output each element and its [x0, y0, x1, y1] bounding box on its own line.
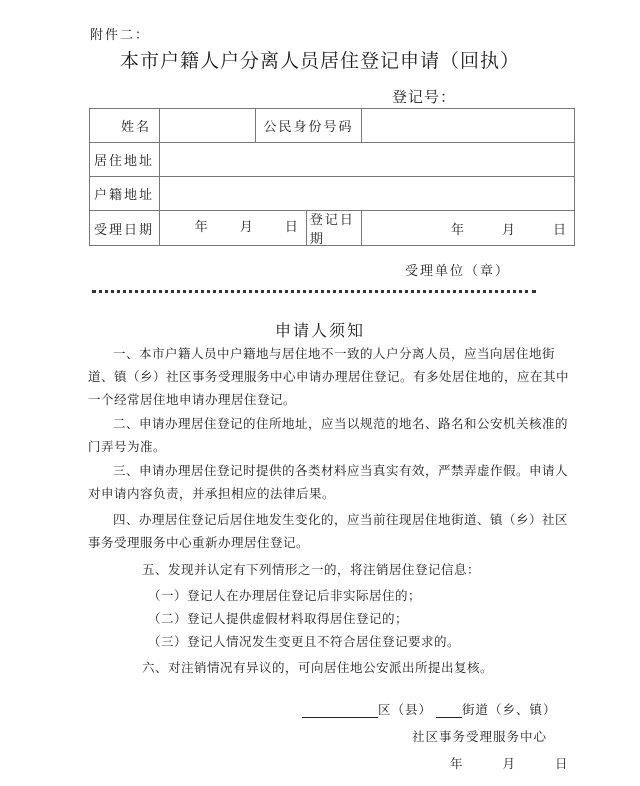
notice-item-5-1: （一）登记人在办理居住登记后非实际居住的； [148, 588, 422, 603]
footer-office-line [302, 700, 557, 718]
receipt-form-table [89, 108, 575, 246]
footer-date [450, 754, 568, 772]
name-field[interactable] [160, 109, 256, 143]
tear-line-divider [92, 290, 536, 293]
notice-item-5-2: （二）登记人提供虚假材料取得居住登记的； [148, 611, 409, 626]
footer-month: 月 [502, 756, 516, 771]
page-title: 本市户籍人户分离人员居住登记申请（回执） [119, 50, 520, 72]
id-number-field[interactable] [362, 109, 575, 143]
register-day: 日 [552, 222, 568, 238]
footer-center-label: 社区事务受理服务中心 [412, 729, 548, 744]
notice-item-5-3: （三）登记人情况发生变更且不符合居住登记要求的。 [148, 634, 461, 649]
notice-paragraph-2: 二、申请办理居住登记的住所地址，应当以规范的地名、路名和公安机关核准的门弄号为准。 [88, 416, 569, 454]
form-row-dates [90, 211, 575, 246]
notice-paragraph-5: 五、发现并认定有下列情形之一的，将注销居住登记信息： [142, 562, 481, 577]
accept-year: 年 [194, 220, 210, 235]
district-label: 区（县） [378, 702, 433, 717]
register-month: 月 [501, 222, 517, 238]
notice-paragraph-1: 一、本市户籍人员中户籍地与居住地不一致的人户分离人员，应当向居住地街道、镇（乡）社区事务受理服务中心申请办理居住登记。有多处居住地的，应在其中一个经常居住地申请办理居住登记。 [88, 346, 570, 407]
notice-paragraph-4: 四、办理居住登记后居住地发生变化的，应当前往现居住地街道、镇（乡）社区事务受理服务中心重新办理居住登记。 [88, 512, 569, 550]
accept-day: 日 [284, 220, 300, 235]
district-blank[interactable] [302, 703, 378, 718]
accept-date-label: 受理日期 [90, 211, 160, 246]
residence-address-label: 居住地址 [90, 143, 160, 177]
notice-paragraph-6: 六、对注销情况有异议的，可向居住地公安派出所提出复核。 [142, 660, 494, 675]
form-row-residence [90, 143, 575, 177]
notice-paragraph-3: 三、申请办理居住登记时提供的各类材料应当真实有效，严禁弄虚作假。申请人对申请内容负责，并承担相应的法律后果。 [88, 463, 569, 501]
accept-month: 月 [239, 220, 255, 235]
office-seal-label: 受理单位（章） [405, 264, 511, 279]
footer-day: 日 [555, 756, 568, 771]
form-row-name [90, 109, 575, 143]
footer-year: 年 [450, 756, 463, 771]
household-address-field[interactable] [160, 177, 575, 211]
notice-title: 申请人须知 [274, 321, 365, 340]
registration-number-label: 登记号： [392, 88, 457, 106]
register-year: 年 [450, 222, 466, 238]
attachment-label: 附件二： [90, 28, 151, 43]
name-label: 姓名 [90, 109, 160, 143]
register-date-field[interactable] [362, 211, 575, 246]
street-label: 街道（乡、镇） [462, 702, 557, 717]
accept-date-field[interactable] [160, 211, 362, 246]
street-blank[interactable] [436, 703, 462, 718]
id-number-label: 公民身份号码 [256, 109, 362, 143]
residence-address-field[interactable] [160, 143, 575, 177]
household-address-label: 户籍地址 [90, 177, 160, 211]
form-row-household [90, 177, 575, 211]
register-date-label: 登记日期 [309, 213, 355, 247]
